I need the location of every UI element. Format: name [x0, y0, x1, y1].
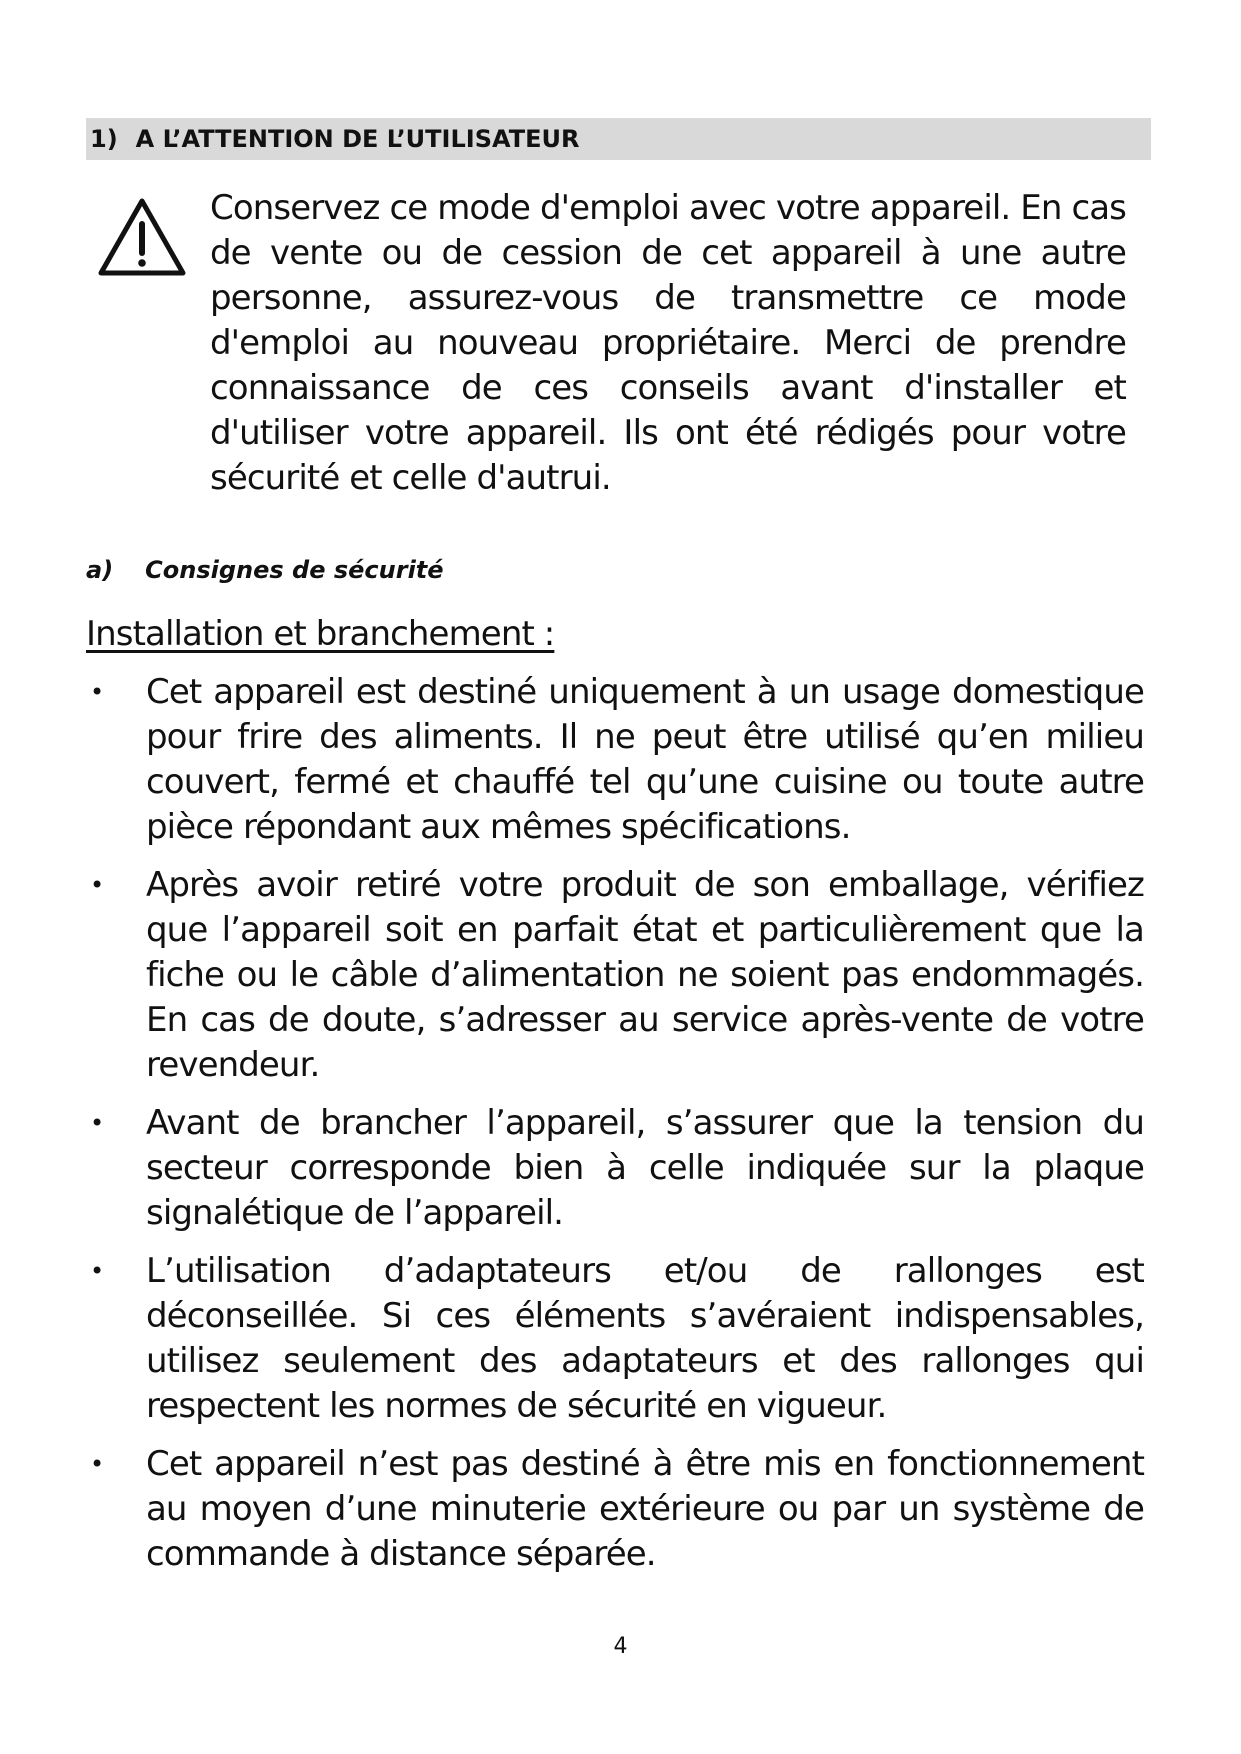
installation-heading: Installation et branchement :: [86, 614, 555, 654]
section-number: 1): [90, 125, 118, 153]
bullet-text: L’utilisation d’adaptateurs et/ou de rallonges est déconseillée. Si ces éléments s’avéraient indispensables, utilisez seulement des adaptateurs et des rallonges qui respectent les normes de sécurité en vigueur.: [146, 1251, 1144, 1426]
list-item: [86, 1442, 1151, 1577]
warning-text: Conservez ce mode d'emploi avec votre appareil. En cas de vente ou de cession de cet appareil à une autre personne, assurez-vous de transmettre ce mode d'emploi au nouveau propriétaire. Merci de prendre connaissance de ces conseils avant d'installer et d'utiliser votre appareil. Ils ont été rédigés pour votre sécurité et celle d'autrui.: [210, 188, 1126, 498]
bullet-icon: •: [90, 871, 105, 899]
list-item: [86, 863, 1151, 1088]
bullet-icon: •: [90, 678, 105, 706]
bullet-text: Cet appareil est destiné uniquement à un usage domestique pour frire des aliments. Il ne peut être utilisé qu’en milieu couvert, fermé et chauffé tel qu’une cuisine ou toute autre pièce répondant aux mêmes spécifications.: [146, 672, 1144, 847]
warning-triangle-icon: [96, 196, 188, 278]
list-item: [86, 670, 1151, 850]
bullet-icon: •: [90, 1257, 105, 1285]
bullet-text: Cet appareil n’est pas destiné à être mis en fonctionnement au moyen d’une minuterie extérieure ou par un système de commande à distance séparée.: [146, 1444, 1144, 1574]
subsection-letter: a): [86, 556, 114, 584]
subsection-title: Consignes de sécurité: [145, 556, 444, 584]
bullet-icon: •: [90, 1450, 105, 1478]
bullet-text: Avant de brancher l’appareil, s’assurer que la tension du secteur corresponde bien à celle indiquée sur la plaque signalétique de l’appareil.: [146, 1103, 1144, 1233]
list-item: [86, 1101, 1151, 1236]
section-title: A L’ATTENTION DE L’UTILISATEUR: [135, 125, 580, 153]
bullet-icon: •: [90, 1109, 105, 1137]
bullet-text: Après avoir retiré votre produit de son emballage, vérifiez que l’appareil soit en parfait état et particulièrement que la fiche ou le câble d’alimentation ne soient pas endommagés. En cas de doute, s’adresser au service après-vente de votre revendeur.: [146, 865, 1144, 1085]
section-header: [86, 118, 1151, 160]
list-item: [86, 1249, 1151, 1429]
page-number: 4: [613, 1634, 628, 1659]
safety-bullet-list: [86, 670, 1151, 1590]
subsection-heading: [86, 556, 786, 584]
